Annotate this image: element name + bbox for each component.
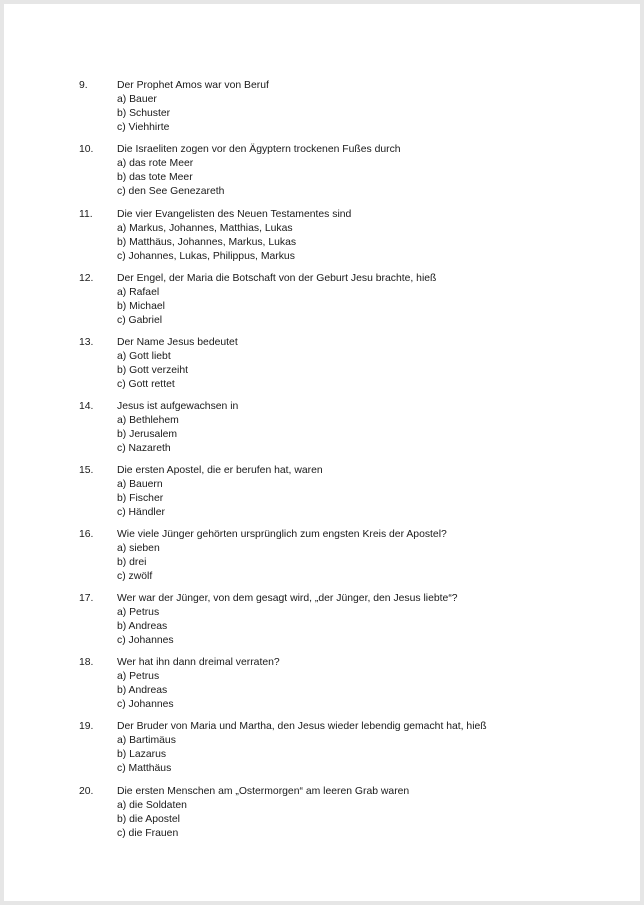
answer-option-b: b) das tote Meer [117, 172, 193, 183]
question-text: Der Prophet Amos war von Beruf [117, 80, 269, 91]
question-text: Die ersten Apostel, die er berufen hat, waren [117, 465, 323, 476]
answer-option-a: a) Bartimäus [117, 735, 176, 746]
answer-option-c: c) Matthäus [117, 763, 172, 774]
answer-option-a: a) Bethlehem [117, 415, 179, 426]
answer-option-c: c) Johannes [117, 635, 174, 646]
question-number: 12. [79, 273, 94, 284]
answer-option-c: c) Gabriel [117, 315, 163, 326]
question-text: Die ersten Menschen am „Ostermorgen“ am leeren Grab waren [117, 786, 410, 797]
question-number: 17. [79, 593, 94, 604]
question-number: 20. [79, 786, 94, 797]
question-number: 11. [79, 209, 93, 220]
answer-option-c: c) Viehhirte [117, 122, 170, 133]
answer-option-a: a) Markus, Johannes, Matthias, Lukas [117, 223, 293, 234]
answer-option-c: c) zwölf [117, 571, 153, 582]
question-text: Der Engel, der Maria die Botschaft von der Geburt Jesu brachte, hieß [117, 273, 437, 284]
answer-option-b: b) Andreas [117, 621, 168, 632]
question-number: 13. [79, 337, 94, 348]
answer-option-b: b) Schuster [117, 108, 171, 119]
answer-option-c: c) Johannes [117, 699, 174, 710]
answer-option-a: a) Bauer [117, 94, 157, 105]
answer-option-a: a) Petrus [117, 607, 160, 618]
answer-option-b: b) Michael [117, 301, 165, 312]
answer-option-a: a) sieben [117, 543, 160, 554]
question-text: Der Bruder von Maria und Martha, den Jesus wieder lebendig gemacht hat, hieß [117, 721, 487, 732]
answer-option-c: c) Händler [117, 507, 165, 518]
answer-option-c: c) Nazareth [117, 443, 171, 454]
answer-option-b: b) Fischer [117, 493, 164, 504]
answer-option-a: a) Bauern [117, 479, 163, 490]
answer-option-b: b) Lazarus [117, 749, 167, 760]
answer-option-a: a) Petrus [117, 671, 160, 682]
question-text: Wie viele Jünger gehörten ursprünglich zum engsten Kreis der Apostel? [117, 529, 447, 540]
question-text: Wer war der Jünger, von dem gesagt wird, „der Jünger, den Jesus liebte“? [117, 593, 458, 604]
question-text: Der Name Jesus bedeutet [117, 337, 238, 348]
answer-option-a: a) Gott liebt [117, 351, 171, 362]
answer-option-c: c) den See Genezareth [117, 186, 225, 197]
answer-option-b: b) die Apostel [117, 814, 180, 825]
question-number: 16. [79, 529, 94, 540]
question-number: 10. [79, 144, 94, 155]
answer-option-c: c) Gott rettet [117, 379, 175, 390]
answer-option-a: a) die Soldaten [117, 800, 187, 811]
answer-option-b: b) Andreas [117, 685, 168, 696]
answer-option-b: b) Matthäus, Johannes, Markus, Lukas [117, 237, 297, 248]
question-text: Die vier Evangelisten des Neuen Testamentes sind [117, 209, 352, 220]
answer-option-c: c) Johannes, Lukas, Philippus, Markus [117, 251, 295, 262]
question-text: Die Israeliten zogen vor den Ägyptern trockenen Fußes durch [117, 144, 401, 155]
question-number: 9. [79, 80, 88, 91]
question-text: Wer hat ihn dann dreimal verraten? [117, 657, 280, 668]
question-number: 19. [79, 721, 94, 732]
answer-option-c: c) die Frauen [117, 828, 179, 839]
question-text: Jesus ist aufgewachsen in [117, 401, 239, 412]
document-page [4, 4, 640, 901]
answer-option-b: b) drei [117, 557, 147, 568]
answer-option-a: a) Rafael [117, 287, 160, 298]
answer-option-a: a) das rote Meer [117, 158, 194, 169]
question-number: 18. [79, 657, 94, 668]
answer-option-b: b) Jerusalem [117, 429, 178, 440]
answer-option-b: b) Gott verzeiht [117, 365, 189, 376]
question-number: 15. [79, 465, 94, 476]
question-number: 14. [79, 401, 94, 412]
